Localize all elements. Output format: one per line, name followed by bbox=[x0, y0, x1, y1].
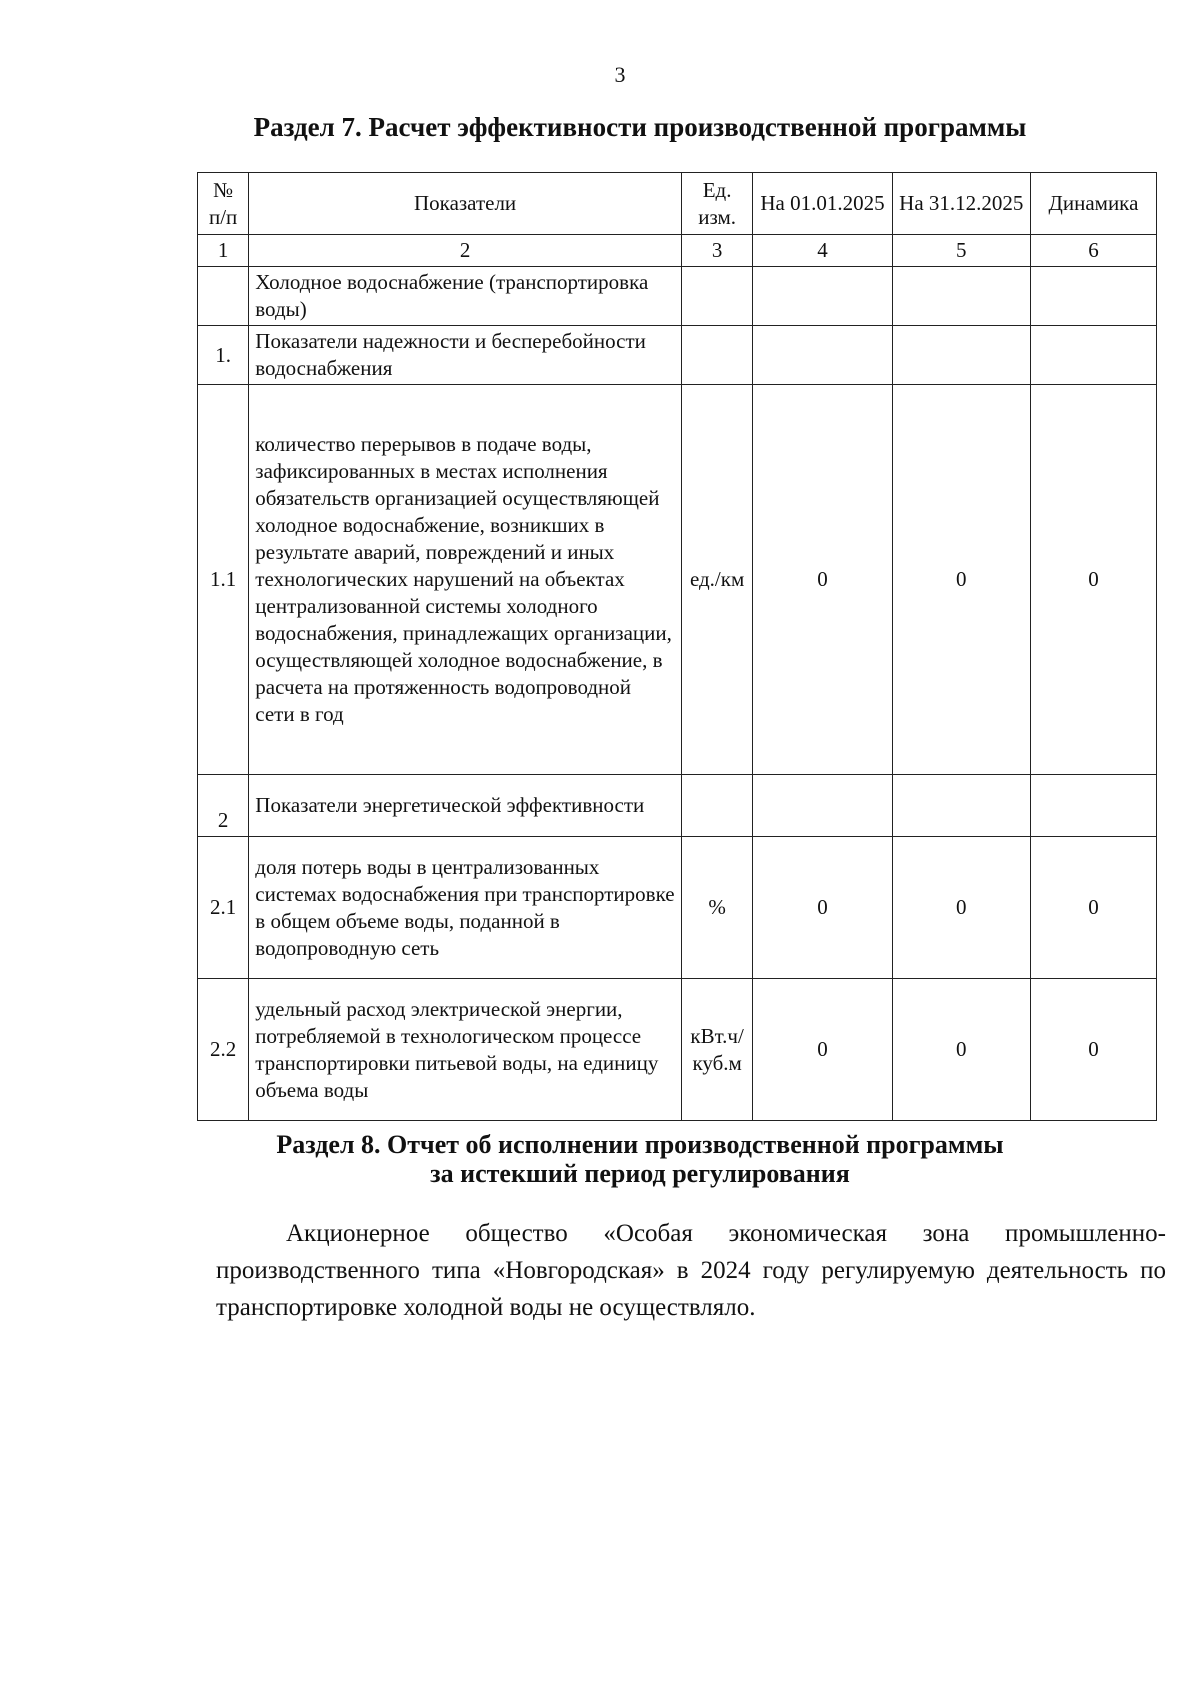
row-unit: кВт.ч/куб.м bbox=[681, 979, 752, 1121]
header-indicator: Показатели bbox=[249, 173, 682, 235]
section8-title-line2: за истекший период регулирования bbox=[430, 1159, 850, 1188]
section8-title-line1: Раздел 8. Отчет об исполнении производственной программы bbox=[276, 1130, 1004, 1159]
row-unit bbox=[681, 326, 752, 385]
section8-body: Акционерное общество «Особая экономическая зона промышленно-производственного типа «Новгородская» в 2024 году регулируемую деятельность по транспортировке холодной воды не осуществляло. bbox=[216, 1220, 1166, 1321]
row-start-value bbox=[753, 267, 892, 326]
row-indicator: Показатели надежности и бесперебойности водоснабжения bbox=[249, 326, 682, 385]
row-end-value: 0 bbox=[892, 385, 1030, 775]
row-end-value: 0 bbox=[892, 837, 1030, 979]
row-dynamics: 0 bbox=[1030, 385, 1156, 775]
column-number: 6 bbox=[1030, 235, 1156, 267]
row-end-value: 0 bbox=[892, 979, 1030, 1121]
row-indicator: удельный расход электрической энергии, потребляемой в технологическом процессе транспортировки питьевой воды, на единицу объема воды bbox=[249, 979, 682, 1121]
efficiency-table bbox=[197, 172, 1157, 1121]
page-number: 3 bbox=[614, 62, 626, 87]
row-dynamics bbox=[1030, 775, 1156, 837]
row-num: 2.1 bbox=[198, 837, 249, 979]
column-number: 1 bbox=[198, 235, 249, 267]
row-unit: ед./км bbox=[681, 385, 752, 775]
row-num: 2 bbox=[198, 775, 249, 837]
column-number: 3 bbox=[681, 235, 752, 267]
row-dynamics bbox=[1030, 267, 1156, 326]
row-start-value bbox=[753, 326, 892, 385]
table-row bbox=[198, 267, 1157, 326]
row-indicator: количество перерывов в подаче воды, зафиксированных в местах исполнения обязательств организацией осуществляющей холодное водоснабжение, возникших в результате аварий, повреждений и иных технологических нарушений на объектах централизованной системы холодного водоснабжения, принадлежащих организации, осуществляющей холодное водоснабжение, в расчета на протяженность водопроводной сети в год bbox=[249, 385, 682, 775]
row-end-value bbox=[892, 267, 1030, 326]
column-number: 2 bbox=[249, 235, 682, 267]
table-header-row bbox=[198, 173, 1157, 235]
row-indicator: доля потерь воды в централизованных системах водоснабжения при транспортировке в общем объеме воды, поданной в водопроводную сеть bbox=[249, 837, 682, 979]
header-end: На 31.12.2025 bbox=[892, 173, 1030, 235]
table-row bbox=[198, 837, 1157, 979]
row-start-value bbox=[753, 775, 892, 837]
row-num bbox=[198, 267, 249, 326]
row-end-value bbox=[892, 775, 1030, 837]
header-start: На 01.01.2025 bbox=[753, 173, 892, 235]
row-unit bbox=[681, 267, 752, 326]
table-row bbox=[198, 775, 1157, 837]
header-unit: Ед. изм. bbox=[681, 173, 752, 235]
row-unit bbox=[681, 775, 752, 837]
row-end-value bbox=[892, 326, 1030, 385]
row-num: 1. bbox=[198, 326, 249, 385]
row-num: 1.1 bbox=[198, 385, 249, 775]
section8-title bbox=[200, 1130, 1080, 1188]
section7-title: Раздел 7. Расчет эффективности производственной программы bbox=[253, 112, 1027, 142]
row-num: 2.2 bbox=[198, 979, 249, 1121]
row-start-value: 0 bbox=[753, 385, 892, 775]
row-indicator: Показатели энергетической эффективности bbox=[249, 775, 682, 837]
column-number-row bbox=[198, 235, 1157, 267]
header-dynamics: Динамика bbox=[1030, 173, 1156, 235]
table-row bbox=[198, 326, 1157, 385]
header-num: № п/п bbox=[198, 173, 249, 235]
column-number: 5 bbox=[892, 235, 1030, 267]
row-start-value: 0 bbox=[753, 979, 892, 1121]
row-start-value: 0 bbox=[753, 837, 892, 979]
row-dynamics bbox=[1030, 326, 1156, 385]
column-number: 4 bbox=[753, 235, 892, 267]
row-dynamics: 0 bbox=[1030, 837, 1156, 979]
table-row bbox=[198, 979, 1157, 1121]
row-unit: % bbox=[681, 837, 752, 979]
row-dynamics: 0 bbox=[1030, 979, 1156, 1121]
table-row bbox=[198, 385, 1157, 775]
row-indicator: Холодное водоснабжение (транспортировка воды) bbox=[249, 267, 682, 326]
